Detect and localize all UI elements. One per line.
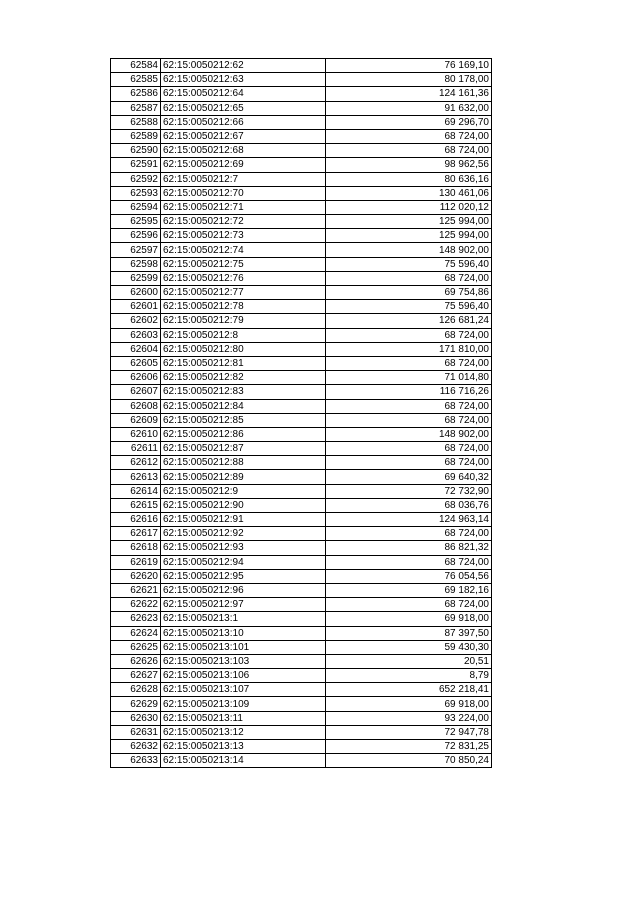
value-cell: 125 994,00: [326, 229, 492, 243]
cadastral-number-cell: 62:15:0050212:65: [161, 101, 326, 115]
value-cell: 91 632,00: [326, 101, 492, 115]
value-cell: 75 596,40: [326, 257, 492, 271]
cadastral-number-cell: 62:15:0050212:80: [161, 342, 326, 356]
row-number-cell: 62629: [111, 697, 161, 711]
table-row: [111, 342, 492, 356]
table-row: [111, 371, 492, 385]
cadastral-number-cell: 62:15:0050212:68: [161, 144, 326, 158]
value-cell: 93 224,00: [326, 711, 492, 725]
table-row: [111, 711, 492, 725]
cadastral-number-cell: 62:15:0050212:92: [161, 527, 326, 541]
value-cell: 68 036,76: [326, 498, 492, 512]
row-number-cell: 62617: [111, 527, 161, 541]
row-number-cell: 62604: [111, 342, 161, 356]
row-number-cell: 62626: [111, 654, 161, 668]
table-row: [111, 328, 492, 342]
cadastral-number-cell: 62:15:0050212:7: [161, 172, 326, 186]
table-row: [111, 314, 492, 328]
table-row: [111, 725, 492, 739]
table-row: [111, 470, 492, 484]
table-row: [111, 73, 492, 87]
value-cell: 72 732,90: [326, 484, 492, 498]
table-row: [111, 413, 492, 427]
row-number-cell: 62587: [111, 101, 161, 115]
cadastral-number-cell: 62:15:0050212:73: [161, 229, 326, 243]
cadastral-number-cell: 62:15:0050213:13: [161, 740, 326, 754]
table-row: [111, 754, 492, 768]
cadastral-number-cell: 62:15:0050212:76: [161, 271, 326, 285]
cadastral-number-cell: 62:15:0050212:88: [161, 456, 326, 470]
table-row: [111, 498, 492, 512]
row-number-cell: 62586: [111, 87, 161, 101]
row-number-cell: 62616: [111, 513, 161, 527]
row-number-cell: 62611: [111, 442, 161, 456]
value-cell: 124 161,36: [326, 87, 492, 101]
cadastral-number-cell: 62:15:0050213:12: [161, 725, 326, 739]
cadastral-number-cell: 62:15:0050212:95: [161, 569, 326, 583]
row-number-cell: 62605: [111, 356, 161, 370]
data-table: [110, 58, 492, 768]
cadastral-number-cell: 62:15:0050212:93: [161, 541, 326, 555]
row-number-cell: 62592: [111, 172, 161, 186]
cadastral-number-cell: 62:15:0050212:64: [161, 87, 326, 101]
row-number-cell: 62584: [111, 59, 161, 73]
cadastral-number-cell: 62:15:0050212:71: [161, 200, 326, 214]
value-cell: 72 831,25: [326, 740, 492, 754]
cadastral-number-cell: 62:15:0050213:14: [161, 754, 326, 768]
value-cell: 76 169,10: [326, 59, 492, 73]
row-number-cell: 62620: [111, 569, 161, 583]
value-cell: 652 218,41: [326, 683, 492, 697]
value-cell: 148 902,00: [326, 427, 492, 441]
value-cell: 71 014,80: [326, 371, 492, 385]
cadastral-number-cell: 62:15:0050212:89: [161, 470, 326, 484]
value-cell: 68 724,00: [326, 129, 492, 143]
cadastral-number-cell: 62:15:0050213:107: [161, 683, 326, 697]
table-body: [111, 59, 492, 768]
row-number-cell: 62632: [111, 740, 161, 754]
table-row: [111, 513, 492, 527]
row-number-cell: 62619: [111, 555, 161, 569]
value-cell: 68 724,00: [326, 413, 492, 427]
row-number-cell: 62622: [111, 598, 161, 612]
cadastral-number-cell: 62:15:0050212:97: [161, 598, 326, 612]
value-cell: 80 178,00: [326, 73, 492, 87]
row-number-cell: 62597: [111, 243, 161, 257]
value-cell: 68 724,00: [326, 328, 492, 342]
row-number-cell: 62633: [111, 754, 161, 768]
cadastral-number-cell: 62:15:0050212:78: [161, 300, 326, 314]
table-row: [111, 669, 492, 683]
value-cell: 68 724,00: [326, 456, 492, 470]
cadastral-number-cell: 62:15:0050212:85: [161, 413, 326, 427]
row-number-cell: 62603: [111, 328, 161, 342]
cadastral-number-cell: 62:15:0050212:9: [161, 484, 326, 498]
cadastral-number-cell: 62:15:0050212:87: [161, 442, 326, 456]
cadastral-number-cell: 62:15:0050212:82: [161, 371, 326, 385]
row-number-cell: 62624: [111, 626, 161, 640]
table-row: [111, 484, 492, 498]
cadastral-number-cell: 62:15:0050212:63: [161, 73, 326, 87]
row-number-cell: 62594: [111, 200, 161, 214]
cadastral-number-cell: 62:15:0050212:94: [161, 555, 326, 569]
value-cell: 75 596,40: [326, 300, 492, 314]
value-cell: 59 430,30: [326, 640, 492, 654]
table-row: [111, 555, 492, 569]
cadastral-number-cell: 62:15:0050212:90: [161, 498, 326, 512]
cadastral-number-cell: 62:15:0050213:1: [161, 612, 326, 626]
value-cell: 69 754,86: [326, 286, 492, 300]
table-row: [111, 399, 492, 413]
cadastral-number-cell: 62:15:0050213:103: [161, 654, 326, 668]
value-cell: 8,79: [326, 669, 492, 683]
table-row: [111, 583, 492, 597]
table-row: [111, 442, 492, 456]
value-cell: 86 821,32: [326, 541, 492, 555]
cadastral-number-cell: 62:15:0050212:79: [161, 314, 326, 328]
table-row: [111, 243, 492, 257]
table-row: [111, 271, 492, 285]
cadastral-number-cell: 62:15:0050212:91: [161, 513, 326, 527]
cadastral-number-cell: 62:15:0050212:72: [161, 215, 326, 229]
row-number-cell: 62618: [111, 541, 161, 555]
row-number-cell: 62602: [111, 314, 161, 328]
row-number-cell: 62621: [111, 583, 161, 597]
table-row: [111, 215, 492, 229]
table-row: [111, 683, 492, 697]
cadastral-number-cell: 62:15:0050213:101: [161, 640, 326, 654]
value-cell: 116 716,26: [326, 385, 492, 399]
table-row: [111, 626, 492, 640]
value-cell: 124 963,14: [326, 513, 492, 527]
row-number-cell: 62588: [111, 115, 161, 129]
value-cell: 69 640,32: [326, 470, 492, 484]
table-row: [111, 101, 492, 115]
cadastral-number-cell: 62:15:0050212:67: [161, 129, 326, 143]
row-number-cell: 62610: [111, 427, 161, 441]
table-row: [111, 158, 492, 172]
cadastral-number-cell: 62:15:0050212:75: [161, 257, 326, 271]
value-cell: 68 724,00: [326, 356, 492, 370]
cadastral-number-cell: 62:15:0050212:74: [161, 243, 326, 257]
cadastral-number-cell: 62:15:0050212:96: [161, 583, 326, 597]
cadastral-number-cell: 62:15:0050212:69: [161, 158, 326, 172]
row-number-cell: 62590: [111, 144, 161, 158]
cadastral-number-cell: 62:15:0050213:106: [161, 669, 326, 683]
row-number-cell: 62608: [111, 399, 161, 413]
row-number-cell: 62628: [111, 683, 161, 697]
table-row: [111, 286, 492, 300]
cadastral-number-cell: 62:15:0050212:66: [161, 115, 326, 129]
row-number-cell: 62613: [111, 470, 161, 484]
value-cell: 68 724,00: [326, 555, 492, 569]
cadastral-number-cell: 62:15:0050212:62: [161, 59, 326, 73]
row-number-cell: 62614: [111, 484, 161, 498]
value-cell: 171 810,00: [326, 342, 492, 356]
table-row: [111, 257, 492, 271]
cadastral-number-cell: 62:15:0050212:77: [161, 286, 326, 300]
value-cell: 72 947,78: [326, 725, 492, 739]
value-cell: 125 994,00: [326, 215, 492, 229]
cadastral-number-cell: 62:15:0050212:84: [161, 399, 326, 413]
value-cell: 112 020,12: [326, 200, 492, 214]
value-cell: 130 461,06: [326, 186, 492, 200]
value-cell: 98 962,56: [326, 158, 492, 172]
value-cell: 87 397,50: [326, 626, 492, 640]
row-number-cell: 62601: [111, 300, 161, 314]
row-number-cell: 62593: [111, 186, 161, 200]
value-cell: 68 724,00: [326, 527, 492, 541]
table-row: [111, 697, 492, 711]
row-number-cell: 62589: [111, 129, 161, 143]
table-row: [111, 186, 492, 200]
row-number-cell: 62627: [111, 669, 161, 683]
row-number-cell: 62625: [111, 640, 161, 654]
row-number-cell: 62631: [111, 725, 161, 739]
table-row: [111, 144, 492, 158]
row-number-cell: 62607: [111, 385, 161, 399]
value-cell: 76 054,56: [326, 569, 492, 583]
table-row: [111, 569, 492, 583]
row-number-cell: 62599: [111, 271, 161, 285]
table-row: [111, 427, 492, 441]
table-row: [111, 356, 492, 370]
table-row: [111, 87, 492, 101]
row-number-cell: 62606: [111, 371, 161, 385]
table-row: [111, 640, 492, 654]
cadastral-number-cell: 62:15:0050212:70: [161, 186, 326, 200]
row-number-cell: 62598: [111, 257, 161, 271]
value-cell: 69 918,00: [326, 697, 492, 711]
value-cell: 69 918,00: [326, 612, 492, 626]
table-row: [111, 59, 492, 73]
row-number-cell: 62609: [111, 413, 161, 427]
cadastral-number-cell: 62:15:0050213:10: [161, 626, 326, 640]
value-cell: 80 636,16: [326, 172, 492, 186]
cadastral-number-cell: 62:15:0050212:86: [161, 427, 326, 441]
row-number-cell: 62595: [111, 215, 161, 229]
value-cell: 69 182,16: [326, 583, 492, 597]
value-cell: 69 296,70: [326, 115, 492, 129]
value-cell: 68 724,00: [326, 144, 492, 158]
table-row: [111, 654, 492, 668]
cadastral-number-cell: 62:15:0050212:8: [161, 328, 326, 342]
table-row: [111, 612, 492, 626]
row-number-cell: 62612: [111, 456, 161, 470]
cadastral-number-cell: 62:15:0050212:83: [161, 385, 326, 399]
value-cell: 126 681,24: [326, 314, 492, 328]
row-number-cell: 62623: [111, 612, 161, 626]
value-cell: 68 724,00: [326, 598, 492, 612]
cadastral-number-cell: 62:15:0050213:11: [161, 711, 326, 725]
row-number-cell: 62600: [111, 286, 161, 300]
row-number-cell: 62615: [111, 498, 161, 512]
row-number-cell: 62630: [111, 711, 161, 725]
value-cell: 68 724,00: [326, 399, 492, 413]
table-row: [111, 129, 492, 143]
value-cell: 148 902,00: [326, 243, 492, 257]
table-row: [111, 598, 492, 612]
table-row: [111, 200, 492, 214]
row-number-cell: 62591: [111, 158, 161, 172]
cadastral-number-cell: 62:15:0050213:109: [161, 697, 326, 711]
table-row: [111, 456, 492, 470]
table-row: [111, 172, 492, 186]
table-row: [111, 541, 492, 555]
value-cell: 20,51: [326, 654, 492, 668]
table-row: [111, 740, 492, 754]
value-cell: 68 724,00: [326, 442, 492, 456]
table-row: [111, 527, 492, 541]
table-row: [111, 385, 492, 399]
table-row: [111, 229, 492, 243]
cadastral-number-cell: 62:15:0050212:81: [161, 356, 326, 370]
row-number-cell: 62585: [111, 73, 161, 87]
table-row: [111, 300, 492, 314]
table-row: [111, 115, 492, 129]
value-cell: 68 724,00: [326, 271, 492, 285]
value-cell: 70 850,24: [326, 754, 492, 768]
row-number-cell: 62596: [111, 229, 161, 243]
